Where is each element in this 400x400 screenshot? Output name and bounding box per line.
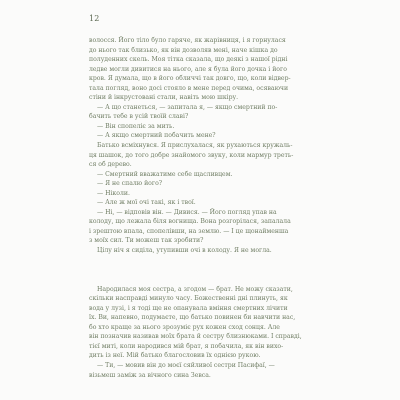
text-line: дить із неї. Мій батько благословив їх однією рукою. xyxy=(89,352,261,360)
dialogue-line: — Але ж мої очі такі, як і твої. xyxy=(97,199,196,207)
text-line: він позначив називав моїх брата й сестру близнюками. І справді, xyxy=(89,333,302,341)
dialogue-line: — Ти, — мовив він до моєї сяйливої сестри Пасифаї, — xyxy=(97,361,275,369)
text-line: стіни й інкрустовані стали, навіть мою шкіру. xyxy=(89,94,239,102)
text-line: Народилася моя сестра, а згодом — брат. Не можу сказати, xyxy=(97,285,293,293)
text-line: Цілу ніч я сиділа, утупивши очі в колоду. Я не могла. xyxy=(97,247,272,255)
text-line: кров. Я думала, що в його обличчі так довго, що, коли відвер- xyxy=(89,75,291,83)
dialogue-line: візьмеш заміж за вічного сина Зевса. xyxy=(89,371,211,379)
section-break xyxy=(89,256,312,285)
text-line: до нього так близько, як він дозволяв мені, наче кішка до xyxy=(89,46,278,54)
text-line: бо хто краще за нього зрозуміє рух кожен сход сонця. Але xyxy=(89,323,280,331)
page-number: 12 xyxy=(89,14,100,23)
text-line: тієї миті, коли народився мій брат, я побачила, як він вихо- xyxy=(89,342,284,350)
text-line: з моїх сил. Ти можеш так зробити? xyxy=(89,237,204,245)
text-line: полуденних скель. Моя тітка сказала, що деякі з нашої рідні xyxy=(89,56,288,64)
text-line: ледве могли дивитися на нього, але я була його дочка і його xyxy=(89,65,287,73)
text-line: тала погляд, воно досі стояло в мене перед очима, осяваючи xyxy=(89,84,289,92)
text-line: волосся. Його тіло було гаряче, як жарівниця, і я горнулася xyxy=(89,37,286,44)
dialogue-line: — Ні, — відповів він. — Дивися. — Його погляд упав на xyxy=(97,208,277,216)
text-line: Батько всміхнувся. Я прислухалася, як рухаються кружаль- xyxy=(97,142,293,150)
text-line: ця шашок, до того добре знайомого звуку, коли мармур треть- xyxy=(89,151,294,159)
dialogue-line: — А якщо смертний побачить мене? xyxy=(97,132,216,140)
text-line: вода у лузі, і я тоді ще не опанувала вміння смертних лічити xyxy=(89,304,288,312)
text-line: скільки насправді минуло часу. Божественні дні плинуть, як xyxy=(89,295,288,303)
chapter-text xyxy=(89,36,312,380)
dialogue-line: — Він спопеліє за мить. xyxy=(97,122,175,130)
dialogue-line: — А що станеться, — запитала я, — якщо смертний по- xyxy=(97,103,278,111)
text-line: ся об дерево. xyxy=(89,161,132,169)
dialogue-line: бачить тебе в усій твоїй славі? xyxy=(89,113,189,121)
dialogue-line: — Ніколи. xyxy=(97,189,130,197)
dialogue-line: — Я не спалю його? xyxy=(97,180,163,188)
text-line: колоду, що лежала біля вогнища. Вона розгорілася, запалала xyxy=(89,218,291,226)
dialogue-line: — Смертний вважатиме себе щасливцем. xyxy=(97,170,233,178)
text-line: і зрештою впала, спопелівши, на землю. — І це щонайменша xyxy=(89,227,289,235)
text-line: їх. Ви, напевно, подумаєте, що батько повинен би навчити нас, xyxy=(89,314,296,322)
